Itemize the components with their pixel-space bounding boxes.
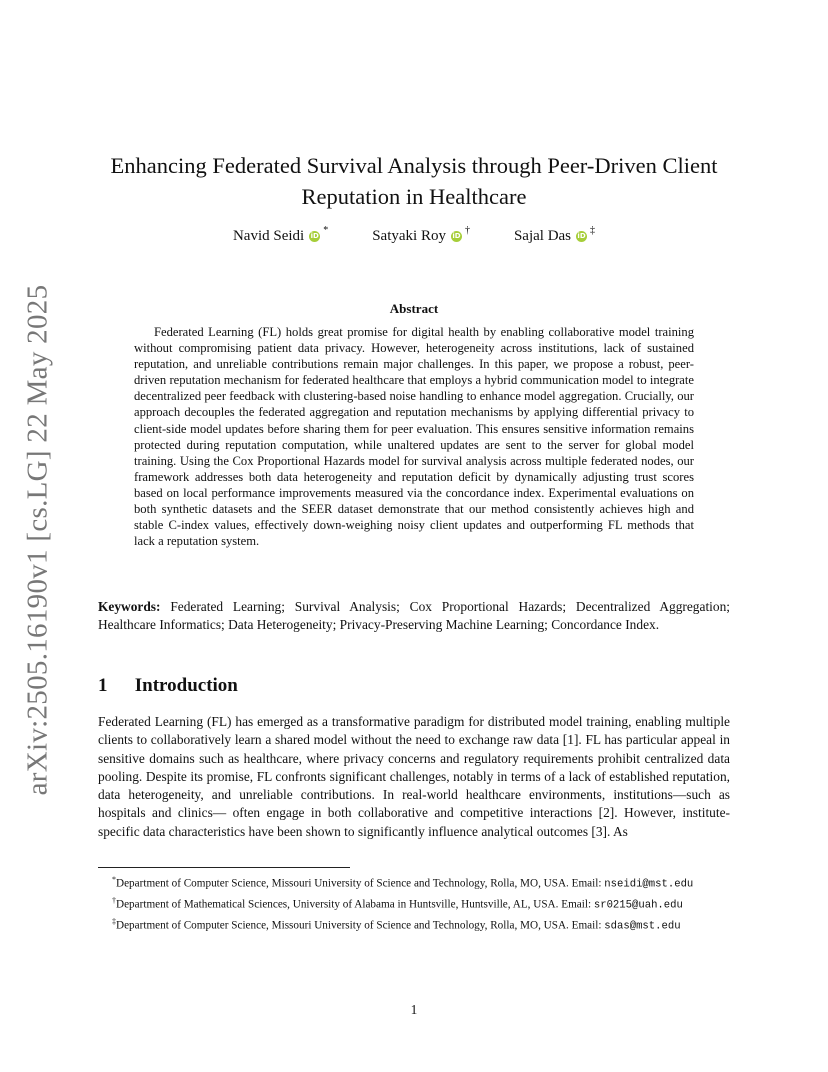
introduction-paragraph: Federated Learning (FL) has emerged as a transformative paradigm for distributed model training, enabling multiple clients to collaboratively learn a shared model without the need to exchange raw data [1]. FL has particular appeal in sensitive domains such as healthcare, where privacy concerns and regulatory requirements prohibit centralized data pooling. Despite its promise, FL confronts significant challenges, notably in terms of a lack of established reputation, data heterogeneity, and unreliable contributions. In real-world healthcare environments, institutions—such as hospitals and clinics— often engage in both collaborative and competitive interactions [2]. However, institute-specific data characteristics have been shown to significantly influence analytical outcomes [3]. As: [98, 714, 730, 839]
footnote-email[interactable]: sr0215@uah.edu: [593, 899, 683, 912]
footnote-mark: *: [112, 875, 116, 884]
footnote-3: [98, 914, 730, 935]
author-footnote-mark: *: [323, 225, 329, 236]
footnote-affiliation: Department of Computer Science, Missouri University of Science and Technology, Rolla, MO, USA. Email:: [116, 877, 602, 890]
section-title: Introduction: [134, 675, 238, 696]
footnote-mark: ‡: [112, 917, 116, 927]
footnotes: [98, 872, 730, 935]
paper-title: Enhancing Federated Survival Analysis through Peer-Driven Client Reputation in Healthcare: [110, 153, 718, 209]
author-footnote-mark: ‡: [590, 225, 596, 236]
footnote-email[interactable]: nseidi@mst.edu: [604, 878, 694, 891]
author-list: [100, 225, 728, 245]
arxiv-identifier-stamp: [18, 284, 58, 796]
orcid-icon[interactable]: iD: [310, 232, 319, 240]
author-footnote-mark: †: [464, 225, 470, 236]
keywords-text: Federated Learning; Survival Analysis; Cox Proportional Hazards; Decentralized Aggregation; Healthcare Informatics; Data Heterogeneity; Privacy-Preserving Machine Learning; Concordance Index.: [98, 599, 730, 633]
footnote-mark: †: [112, 896, 116, 906]
abstract-body: Federated Learning (FL) holds great promise for digital health by enabling collaborative model training without compromising patient data privacy. However, heterogeneity across institutions, lack of sustained reputation, and unreliable contributions remain major challenges. In this paper, we propose a robust, peer-driven reputation mechanism for federated healthcare that employs a hybrid communication model to integrate decentralized peer feedback with clustering-based noise handling to enhance model aggregation. Crucially, our approach decouples the federated aggregation and reputation mechanisms by applying differential privacy to client-side model updates before sharing them for peer evaluation. This ensures sensitive information remains protected during reputation computation, while unaltered updates are sent to the server for global model training. Using the Cox Proportional Hazards model for survival analysis across multiple federated nodes, our framework addresses both data heterogeneity and reputation deficit by dynamically adjusting trust scores based on local performance improvements measured via the concordance index. Experimental evaluations on both synthetic datasets and the SEER dataset demonstrate that our method consistently achieves high and stable C-index values, effectively down-weighing noisy client updates and outperforming FL methods that lack a reputation system.: [134, 325, 694, 549]
footnote-affiliation: Department of Computer Science, Missouri University of Science and Technology, Rolla, MO, USA. Email:: [116, 919, 602, 932]
footnote-2: [98, 893, 730, 914]
keywords-block: [98, 598, 730, 635]
keywords-label: Keywords:: [98, 599, 161, 614]
section-heading: [98, 675, 238, 697]
orcid-icon[interactable]: iD: [577, 232, 586, 240]
footnote-email[interactable]: sdas@mst.edu: [604, 920, 681, 933]
author-name: Satyaki Roy: [372, 228, 446, 244]
author-name: Navid Seidi: [232, 228, 305, 244]
page-number: 1: [410, 1002, 418, 1017]
footnote-rule: [98, 867, 350, 868]
author-name: Sajal Das: [513, 228, 572, 244]
abstract-heading: Abstract: [389, 301, 439, 316]
orcid-icon[interactable]: iD: [452, 232, 461, 240]
footnote-affiliation: Department of Mathematical Sciences, University of Alabama in Huntsville, Huntsville, AL, USA. Email:: [116, 898, 592, 911]
author-3: [513, 225, 596, 245]
arxiv-id-text: arXiv:2505.16190v1 [cs.LG] 22 May 2025: [21, 284, 54, 796]
footnote-1: [98, 872, 730, 893]
section-number: 1: [98, 675, 108, 696]
author-1: [232, 225, 329, 245]
author-2: [372, 225, 470, 245]
